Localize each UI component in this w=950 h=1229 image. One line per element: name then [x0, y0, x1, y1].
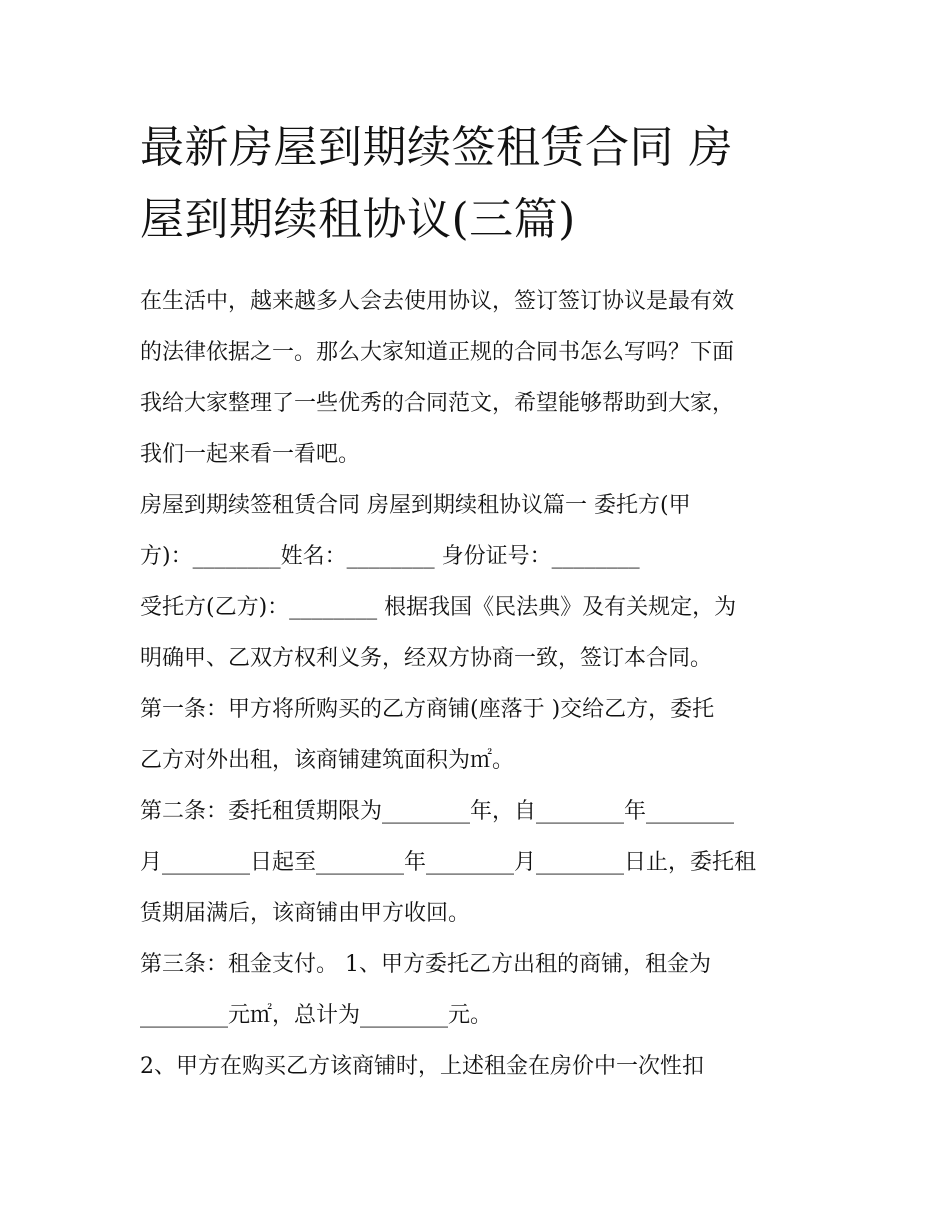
text-line: 赁期届满后，该商铺由甲方收回。	[140, 901, 471, 926]
text-line: 的法律依据之一。那么大家知道正规的合同书怎么写吗？下面	[140, 340, 735, 365]
text-line: ________元㎡，总计为________元。	[140, 1003, 493, 1028]
paragraph-article-3-item-2	[140, 1041, 820, 1092]
text-line: 我给大家整理了一些优秀的合同范文，希望能够帮助到大家，	[140, 391, 735, 416]
text-line: 2、甲方在购买乙方该商铺时，上述租金在房价中一次性扣	[140, 1054, 704, 1079]
paragraph-article-2	[140, 786, 820, 939]
paragraph-parties-b	[140, 582, 820, 684]
text-line: 方)：________姓名：________ 身份证号：________	[140, 544, 640, 569]
text-line: 明确甲、乙双方权利义务，经双方协商一致，签订本合同。	[140, 646, 713, 671]
text-line: 在生活中，越来越多人会去使用协议，签订签订协议是最有效	[140, 289, 735, 314]
text-line: 乙方对外出租，该商铺建筑面积为㎡。	[140, 748, 515, 773]
text-line: 受托方(乙方)：________ 根据我国《民法典》及有关规定，为	[140, 595, 737, 620]
document-title	[140, 112, 820, 256]
text-line: 我们一起来看一看吧。	[140, 442, 361, 467]
paragraph-intro	[140, 276, 820, 480]
text-line: 房屋到期续签租赁合同 房屋到期续租协议篇一 委托方(甲	[140, 493, 691, 518]
text-line: 月________日起至________年________月________日止，委托租	[140, 850, 757, 875]
text-line: 第一条：甲方将所购买的乙方商铺(座落于 )交给乙方，委托	[140, 697, 715, 722]
paragraph-article-1	[140, 684, 820, 786]
title-line: 最新房屋到期续签租赁合同 房	[140, 122, 733, 173]
text-line: 第二条：委托租赁期限为________年，自________年________	[140, 799, 735, 824]
paragraph-article-3	[140, 939, 820, 1041]
text-line: 第三条：租金支付。 1、甲方委托乙方出租的商铺，租金为	[140, 952, 711, 977]
paragraph-parties-a	[140, 480, 820, 582]
document-body	[140, 276, 820, 1092]
title-line: 屋到期续租协议(三篇)	[140, 194, 576, 245]
